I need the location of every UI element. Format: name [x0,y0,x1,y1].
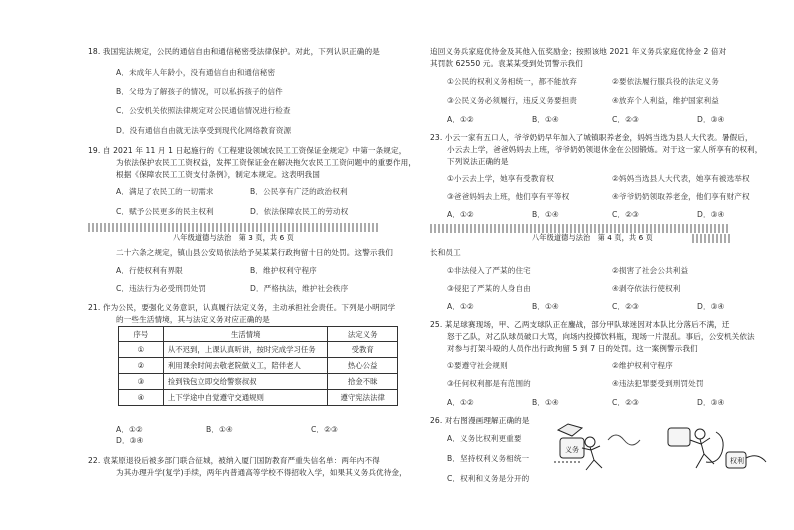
q22-stem-line1: 22. 袁某原退役后被多部门联合征城，被纳入厦门国防教育严重失信名单：两年内不得 [88,456,380,465]
q23-option-d: D．③④ [697,210,725,219]
q18-stem: 18. 我国宪法规定，公民的通信自由和通信秘密受法律保护。对此，下列认识正确的是 [88,47,380,56]
table-row [119,342,398,358]
cropped-line [430,224,730,233]
q19-option-a: A．满足了农民工的一切需求 [116,187,214,196]
q19-stem-line2: 为依法保护农民工工资权益，发挥工资保证金在解决拖欠农民工工资问题中的重要作用， [116,158,417,167]
table-cell: 热心公益 [328,358,398,374]
q20-option-a: A．行使权利有界限 [116,266,183,275]
q25-option-b: B．①④ [532,398,559,407]
q23-stem-line1: 23. 小云一家有五口人，爷爷奶奶早年加入了城镇职养老金，妈妈当选为县人大代表。暑假后， [430,133,753,142]
q19-stem-line3: 根据《保障农民工工资支付条例》，制定本规定。这表明我国 [116,170,320,179]
q21-stem-line1: 21. 作为公民，要强化义务意识，认真履行法定义务，主动承担社会责任。下列是小明同学 [88,303,396,312]
q22-statement-4: ④放弃个人利益，维护国家利益 [612,96,719,105]
q22-cont-line1: 追回义务兵家庭优待金及其他入伍奖励金；按照该地 2021 年义务兵家庭优待金 2 倍对 [430,47,727,56]
q18-option-d: D．没有通信自由就无法享受到现代化网络教育资源 [116,126,292,135]
q19-option-b: B．公民享有广泛的政治权利 [250,187,348,196]
q21-option-d: D．③④ [116,436,144,445]
table-cell: 从不迟到，上课认真听讲，按时完成学习任务 [163,342,328,358]
right-page [422,0,792,530]
q25-statement-1: ①要遵守社会规则 [447,361,508,370]
q24-statement-3: ③侵犯了严某的人身自由 [447,284,531,293]
q18-option-a: A．未成年人年龄小，没有通信自由和通信秘密 [116,68,276,77]
bag-label-duty: 义务 [565,446,579,454]
table-cell: 捡到钱包立即交给警察叔叔 [163,374,328,390]
q25-statement-4: ④违法犯罪要受到刑罚处罚 [612,379,704,388]
q25-statement-3: ③任何权利都是有范围的 [447,379,531,388]
q24-option-a: A．①② [447,302,474,311]
table-cell: 遵守宪法法律 [328,390,398,406]
q24-option-c: C．②③ [612,302,639,311]
q22-option-c: C．②③ [612,115,639,124]
table-cell: ③ [119,374,164,390]
q22-statement-1: ①公民的权利义务相统一，都不能放弃 [447,77,578,86]
q25-stem-line2: 怒于乙队，对乙队球员破口大骂，向场内投掷饮料瓶，现场一片混乱。事后，公安机关依法 [447,332,755,341]
q22-statement-2: ②要依法履行服兵役的法定义务 [612,77,719,86]
q25-option-a: A．①② [447,398,474,407]
q24-statement-4: ④剥夺依法行使权利 [612,284,681,293]
table-row [119,374,398,390]
q23-statement-3: ③爸爸妈妈去上班，他们享有平等权 [447,192,570,201]
q23-statement-4: ④爷爷奶奶领取养老金，他们享有财产权 [612,192,750,201]
q19-option-d: D．依法保障农民工的劳动权 [250,207,349,216]
q23-option-a: A．①② [447,210,474,219]
q24-statement-2: ②损害了社会公共利益 [612,266,689,275]
q22-option-a: A．①② [447,115,474,124]
q22-cont-line2: 其罚款 62550 元。袁某某受到处罚警示我们 [430,59,583,68]
table-cell: 上下学途中自觉遵守交通规则 [163,390,328,406]
q23-statement-2: ②妈妈当选县人大代表，她享有被选举权 [612,174,750,183]
page-footer-4: 八年级道德与法治 第 4 页，共 6 页 [532,233,653,242]
q25-stem-line3: 对参与打架斗殴的人员作出行政拘留 5 到 7 日的处罚。这一案例警示我们 [447,344,698,353]
bag-label-right: 权利 [730,457,744,465]
q24-option-b: B．①④ [532,302,559,311]
q24-option-d: D．③④ [697,302,725,311]
q26-stem: 26. 对右图漫画理解正确的是 [430,416,530,425]
q23-statement-1: ①小云去上学，她享有受教育权 [447,174,554,183]
q25-stem-line1: 25. 某足球赛现场，甲、乙两支球队正在鏖战，部分甲队球迷因对本队比分落后不满，迁 [430,320,730,329]
q22-option-b: B．①④ [532,115,559,124]
right-figure [668,428,766,468]
table-header: 法定义务 [328,327,398,342]
table-cell: ② [119,358,164,374]
table-header-row [119,327,398,342]
page-footer-3: 八年级道德与法治 第 3 页，共 6 页 [173,233,294,242]
divider-squiggle [608,435,640,445]
q26-option-c: C．权利和义务是分开的 [447,474,530,483]
q20-option-c: C．违法行为必受刑罚处罚 [116,284,207,293]
q21-table [118,326,398,406]
q22-stem-line2: 为其办理升学(复学)手续，两年内普通高等学校不得招收入学，如果其义务兵优待金， [116,468,407,477]
left-page [28,0,417,530]
q23-stem-line2: 小云去上学，爸爸妈妈去上班，爷爷奶奶领退休金在公园锻炼。对于这一家人所享有的权利， [447,145,763,154]
q21-stem-line2: 的一些生活情境，其与法定义务对应正确的是 [116,315,270,324]
q20-stem: 二十六条之规定，镇山县公安局依法给予吴某某行政拘留十日的处罚。这警示我们 [116,248,393,257]
q24-stem: 长和员工 [430,248,461,257]
q18-option-b: B．父母为了解孩子的情况，可以私拆孩子的信件 [116,87,283,96]
q21-option-c: C．②③ [311,425,338,434]
q20-option-d: D．严格执法，维护社会秩序 [250,284,349,293]
table-row [119,390,398,406]
cropped-line [692,234,732,243]
q23-option-b: B．①④ [532,210,559,219]
q19-option-c: C．赋予公民更多的民主权利 [116,207,214,216]
table-cell: 拾金不昧 [328,374,398,390]
table-header: 生活情境 [163,327,328,342]
q26-option-a: A．义务比权利更重要 [447,434,522,443]
table-header: 序号 [119,327,164,342]
q18-option-c: C．公安机关依照法律规定对公民通信情况进行检查 [116,106,291,115]
q21-option-b: B．①④ [206,425,233,434]
q20-option-b: B．维护权利守程序 [250,266,317,275]
table-cell: 利用课余时间去敬老院做义工，陪伴老人 [163,358,328,374]
q21-option-a: A．①② [116,425,143,434]
q23-option-c: C．②③ [612,210,639,219]
cropped-line [88,223,378,232]
q24-statement-1: ①非法侵入了严某的住宅 [447,266,531,275]
table-cell: ④ [119,390,164,406]
table-cell: 受教育 [328,342,398,358]
q22-statement-3: ③公民义务必须履行，违反义务要担责 [447,96,578,105]
q19-stem-line1: 19. 自 2021 年 11 月 1 日起施行的《工程建设领域农民工工资保证金规定》中第一条规定， [88,146,407,155]
q25-option-c: C．②③ [612,398,639,407]
table-row [119,358,398,374]
q25-statement-2: ②维护权利守程序 [612,361,673,370]
q26-option-b: B．坚持权利义务相统一 [447,454,530,463]
q22-option-d: D．③④ [697,115,725,124]
table-cell: ① [119,342,164,358]
q23-stem-line3: 下列说法正确的是 [447,157,509,166]
q25-option-d: D．③④ [697,398,725,407]
rights-duties-cartoon [550,418,782,480]
